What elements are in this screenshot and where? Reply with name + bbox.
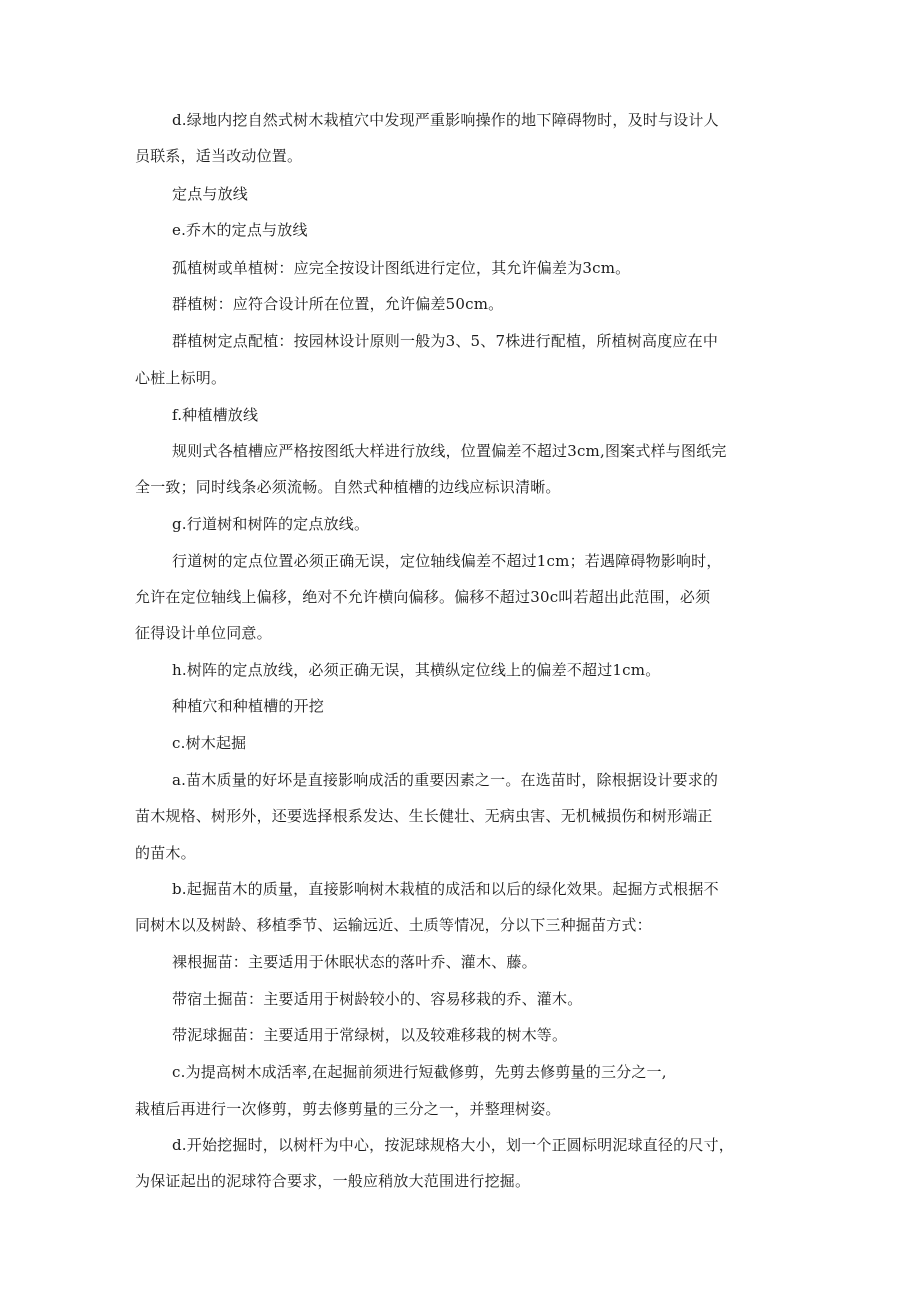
text-line: 为保证起出的泥球符合要求，一般应稍放大范围进行挖掘。 <box>135 1172 531 1190</box>
text-line: 裸根掘苗：主要适用于休眠状态的落叶乔、灌木、藤。 <box>172 953 537 971</box>
text-line: 带宿土掘苗：主要适用于树龄较小的、容易移栽的乔、灌木。 <box>172 990 583 1008</box>
text-line: c.树木起掘 <box>172 734 247 752</box>
text-line: 带泥球掘苗：主要适用于常绿树，以及较难移栽的树木等。 <box>172 1026 568 1044</box>
section-heading: 定点与放线 <box>172 185 249 203</box>
text-line: a.苗木质量的好坏是直接影响成活的重要因素之一。在选苗时，除根据设计要求的 <box>172 771 719 789</box>
text-line: 群植树定点配植：按园林设计原则一般为3、5、7株进行配植，所植树高度应在中 <box>172 332 719 350</box>
text-line: 行道树的定点位置必须正确无误，定位轴线偏差不超过1cm；若遇障碍物影响时， <box>172 552 722 570</box>
text-line: 群植树：应符合设计所在位置，允许偏差50cm。 <box>172 295 504 313</box>
text-line: e.乔木的定点与放线 <box>172 221 308 239</box>
text-line: 允许在定位轴线上偏移，绝对不允许横向偏移。偏移不超过30c叫若超出此范围，必须 <box>135 588 711 606</box>
text-line: g.行道树和树阵的定点放线。 <box>172 515 370 533</box>
text-line: h.树阵的定点放线，必须正确无误，其横纵定位线上的偏差不超过1cm。 <box>172 661 661 679</box>
text-line: 征得设计单位同意。 <box>135 624 272 642</box>
text-line: 心桩上标明。 <box>135 369 227 387</box>
text-line: d.绿地内挖自然式树木栽植穴中发现严重影响操作的地下障碍物时，及时与设计人 <box>172 111 719 129</box>
text-line: 员联系，适当改动位置。 <box>135 147 303 165</box>
text-line: b.起掘苗木的质量，直接影响树木栽植的成活和以后的绿化效果。起掘方式根据不 <box>172 880 719 898</box>
text-line: 孤植树或单植树：应完全按设计图纸进行定位，其允许偏差为3cm。 <box>172 259 631 277</box>
text-line: 的苗木。 <box>135 844 196 862</box>
text-line: 栽植后再进行一次修剪，剪去修剪量的三分之一，并整理树姿。 <box>135 1100 561 1118</box>
text-line: 规则式各植槽应严格按图纸大样进行放线，位置偏差不超过3cm,图案式样与图纸完 <box>172 442 727 460</box>
section-heading: 种植穴和种植槽的开挖 <box>172 697 325 715</box>
text-line: 苗木规格、树形外，还要选择根系发达、生长健壮、无病虫害、无机械损伤和树形端正 <box>135 807 713 825</box>
text-line: d.开始挖掘时，以树杆为中心，按泥球规格大小，划一个正圆标明泥球直径的尺寸， <box>172 1136 734 1154</box>
text-line: f.种植槽放线 <box>172 406 259 424</box>
text-line: c.为提高树木成活率,在起掘前须进行短截修剪，先剪去修剪量的三分之一, <box>172 1063 667 1081</box>
text-line: 同树木以及树龄、移植季节、运输远近、土质等情况，分以下三种掘苗方式： <box>135 916 652 934</box>
text-line: 全一致；同时线条必须流畅。自然式种植槽的边线应标识清晰。 <box>135 478 561 496</box>
